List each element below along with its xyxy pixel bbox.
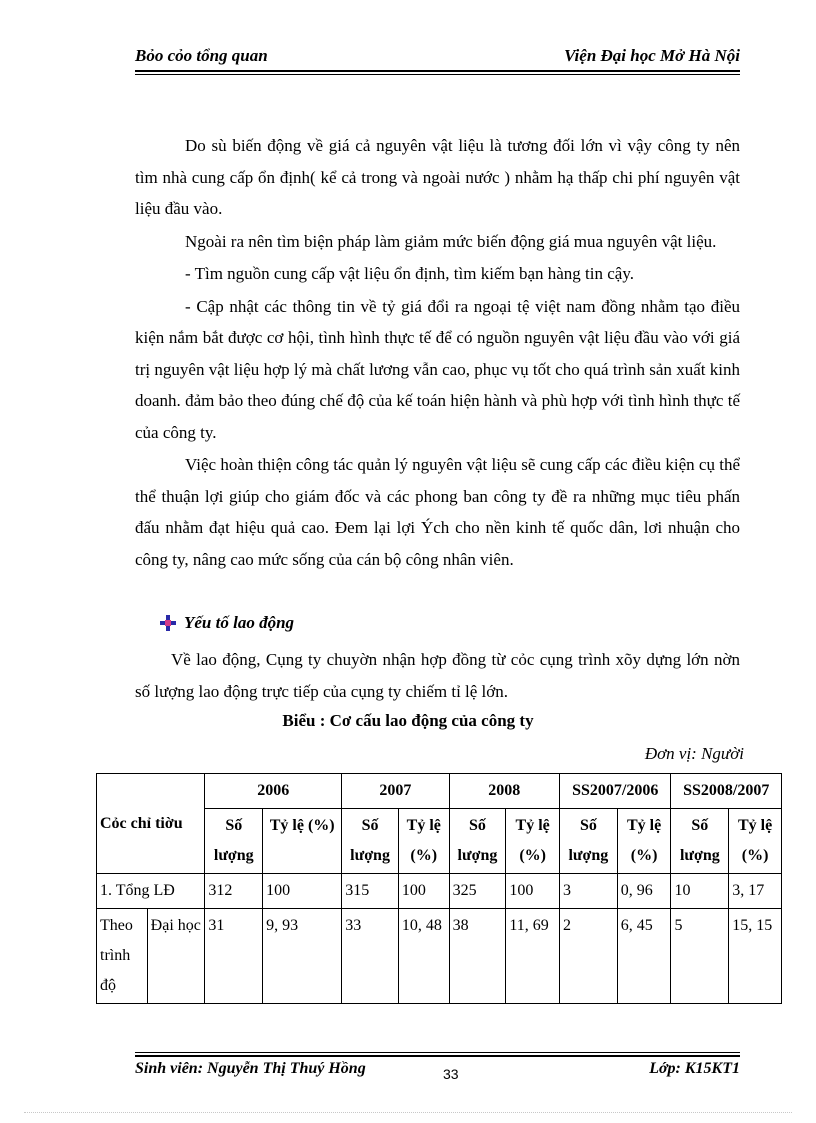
table-cell: 0, 96 (617, 874, 671, 909)
table-cell: 325 (449, 874, 506, 909)
header-rule-thin (135, 74, 740, 75)
table-cell: 3 (560, 874, 618, 909)
subheader-qty: Số lượng (671, 809, 729, 874)
table-cell: 6, 45 (617, 909, 671, 1004)
table-year-row (97, 774, 782, 809)
paragraph-2: Ngoài ra nên tìm biện pháp làm giảm mức biến động giá mua nguyên vật liệu. (185, 231, 717, 251)
labor-text (135, 644, 740, 707)
table-cell: 15, 15 (729, 909, 782, 1004)
paragraph-5: Việc hoàn thiện công tác quản lý nguyên vật liệu sẽ cung cấp các điều kiện cụ thể thể thuận lợi giúp cho giám đốc và các phong ban công ty đề ra những mục tiêu phấn đấu nhằm đạt hiệu quả cao. Đem lại lợi Ých cho nền kinh tế quốc dân, lơi nhuận cho công ty, nâng cao mức sống của cán bộ công nhân viên. (135, 455, 740, 569)
subheader-ratio: Tỷ lệ (%) (617, 809, 671, 874)
subheader-ratio: Tỷ lệ (%) (506, 809, 560, 874)
header-rule (135, 70, 740, 72)
table-cell: 9, 93 (263, 909, 342, 1004)
table-cell: 11, 69 (506, 909, 560, 1004)
table-cell: 10, 48 (398, 909, 449, 1004)
footer-rule (135, 1055, 740, 1057)
table-cell: 100 (398, 874, 449, 909)
table-title: Biểu : Cơ cấu lao động của công ty (282, 711, 534, 730)
header-report-title: Bỏo cỏo tổng quan (135, 46, 268, 65)
subheader-qty: Số lượng (449, 809, 506, 874)
body-text (135, 130, 740, 575)
table-row (97, 909, 782, 1004)
four-point-bullet-icon (160, 615, 176, 631)
row-header-cell: Cỏc chỉ tiờu (97, 774, 205, 874)
page-bottom-dotted-line (24, 1112, 792, 1113)
table-cell: 315 (342, 874, 399, 909)
labor-paragraph: Về lao động, Cụng ty chuyờn nhận hợp đồng từ cỏc cụng trình xõy dựng lớn nờn số lượng lao động trực tiếp của cụng ty chiếm tỉ lệ lớn. (135, 650, 740, 701)
section-heading (160, 613, 294, 633)
table-unit: Đơn vị: Người (644, 744, 744, 763)
page-header (135, 44, 740, 70)
labor-structure-table (96, 773, 782, 1004)
compare-2007-2006: SS2007/2006 (560, 774, 671, 809)
row-group-label: Theo trình độ (97, 909, 148, 1004)
footer-student: Sinh viên: Nguyễn Thị Thuý Hồng (135, 1060, 366, 1077)
page-footer (135, 1052, 740, 1082)
table-cell: 100 (506, 874, 560, 909)
paragraph-3: - Tìm nguồn cung cấp vật liệu ổn định, tìm kiếm bạn hàng tin cậy. (185, 264, 634, 283)
header-institution: Viện Đại học Mở Hà Nội (564, 46, 740, 65)
table-cell: 31 (205, 909, 263, 1004)
subheader-qty: Số lượng (205, 809, 263, 874)
footer-class: Lớp: K15KT1 (649, 1060, 740, 1077)
subheader-qty: Số lượng (560, 809, 618, 874)
table-cell: 100 (263, 874, 342, 909)
subheader-ratio: Tỷ lệ (%) (263, 809, 342, 874)
table-cell: 2 (560, 909, 618, 1004)
year-2007: 2007 (342, 774, 449, 809)
year-2006: 2006 (205, 774, 342, 809)
table-cell: 5 (671, 909, 729, 1004)
table-cell: 3, 17 (729, 874, 782, 909)
table-cell: 10 (671, 874, 729, 909)
table-cell: 38 (449, 909, 506, 1004)
paragraph-1: Do sù biến động về giá cả nguyên vật liệu là tương đối lớn vì vậy công ty nên tìm nhà cung cấp ổn định( kể cả trong và ngoài nước ) nhằm hạ thấp chi phí nguyên vật liệu đầu vào. (135, 136, 740, 218)
year-2008: 2008 (449, 774, 559, 809)
footer-rule-thin (135, 1052, 740, 1053)
compare-2008-2007: SS2008/2007 (671, 774, 782, 809)
row-label: Đại học (147, 909, 205, 1004)
subheader-ratio: Tỷ lệ (%) (729, 809, 782, 874)
subheader-qty: Số lượng (342, 809, 399, 874)
table-row (97, 874, 782, 909)
page-number: 33 (443, 1066, 459, 1082)
section-title: Yếu tố lao động (184, 613, 295, 632)
subheader-ratio: Tỷ lệ (%) (398, 809, 449, 874)
table-cell: 312 (205, 874, 263, 909)
row-label: 1. Tổng LĐ (97, 874, 205, 909)
paragraph-4: - Cập nhật các thông tin về tỷ giá đổi ra ngoại tệ việt nam đồng nhằm tạo điều kiện nắm bắt được cơ hội, tình hình thực tế để có nguồn nguyên vật liệu đầu vào với giá trị nguyên vật liệu hợp lý mà chất lương vẫn cao, phục vụ tốt cho quá trình sản xuất kinh doanh. đảm bảo theo đúng chế độ của kế toán hiện hành và phù hợp với tình hình thực tế của công ty. (135, 296, 740, 442)
table-cell: 33 (342, 909, 399, 1004)
